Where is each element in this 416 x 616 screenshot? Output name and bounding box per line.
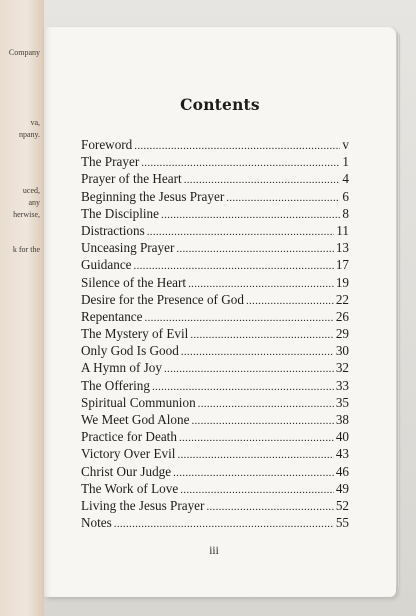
toc-entry-title: Living the Jesus Prayer — [81, 497, 205, 513]
toc-entry-page: 29 — [335, 326, 349, 342]
left-page-fragment: Company — [8, 48, 40, 57]
toc-entry-title: Distractions — [81, 222, 145, 238]
toc-entry-title: Foreword — [81, 137, 133, 152]
dot-leader — [173, 467, 334, 479]
toc-entry-title: We Meet God Alone — [81, 412, 190, 427]
dot-leader — [177, 449, 333, 461]
toc-entry-page: 52 — [335, 497, 349, 513]
dot-leader — [134, 140, 340, 152]
toc-entry-title: Christ Our Judge — [81, 463, 172, 479]
toc-entry-title: Notes — [81, 515, 112, 531]
left-page-fragment: any — [28, 198, 40, 207]
toc-entry — [81, 189, 349, 206]
dot-leader — [184, 174, 341, 186]
toc-entry-page: 11 — [336, 222, 349, 238]
toc-entry-page: 46 — [335, 463, 349, 479]
dot-leader — [226, 192, 340, 204]
toc-entry-title: Repentance — [81, 308, 143, 324]
toc-entry — [81, 378, 349, 395]
toc-entry-title: The Work of Love — [81, 480, 179, 496]
dot-leader — [164, 363, 334, 375]
dot-leader — [176, 243, 333, 255]
toc-entry — [81, 326, 349, 343]
left-page-fragment: npany. — [18, 130, 40, 139]
toc-entry — [81, 275, 349, 292]
toc-entry — [81, 412, 349, 429]
toc-entry — [81, 343, 349, 360]
toc-entry-page: 17 — [335, 257, 349, 273]
toc-entry-title: Beginning the Jesus Prayer — [81, 188, 225, 204]
dot-leader — [188, 278, 334, 290]
page-number: iii — [209, 545, 219, 557]
toc-entry-page: 26 — [335, 308, 349, 324]
toc-entry — [81, 464, 349, 481]
dot-leader — [179, 432, 334, 444]
left-page-fragment: uced, — [22, 186, 40, 195]
toc-entry-page: 49 — [335, 480, 349, 496]
dot-leader — [145, 312, 334, 324]
previous-page-edge — [0, 0, 44, 616]
toc-entry-page: 4 — [342, 171, 349, 187]
toc-entry-page: 8 — [342, 205, 349, 221]
toc-entry-page: 1 — [342, 154, 349, 170]
dot-leader — [114, 518, 334, 530]
toc-entry-page: 35 — [335, 394, 349, 410]
dot-leader — [198, 398, 334, 410]
toc-entry — [81, 429, 349, 446]
toc-entry-title: Desire for the Presence of God — [81, 291, 244, 307]
toc-entry-title: A Hymn of Joy — [81, 360, 162, 376]
toc-entry-title: Practice for Death — [81, 429, 177, 445]
dot-leader — [134, 260, 334, 272]
toc-entry-page: 30 — [335, 343, 349, 359]
toc-entry-page: 38 — [335, 412, 349, 427]
table-of-contents — [81, 137, 349, 532]
toc-entry — [81, 171, 349, 188]
left-page-fragment: herwise, — [13, 210, 40, 219]
dot-leader — [141, 157, 340, 169]
toc-entry-page: 19 — [335, 274, 349, 290]
toc-entry-title: Spiritual Communion — [81, 394, 196, 410]
dot-leader — [246, 295, 334, 307]
toc-entry-page: 6 — [342, 188, 349, 204]
toc-entry — [81, 154, 349, 171]
left-page-fragment: va, — [30, 118, 40, 127]
page-title: Contents — [180, 95, 260, 114]
dot-leader — [161, 209, 340, 221]
toc-entry-page: 55 — [335, 515, 349, 531]
dot-leader — [190, 329, 334, 341]
toc-entry — [81, 223, 349, 240]
left-page-fragment: k for the — [12, 245, 40, 254]
toc-entry-title: Prayer of the Heart — [81, 171, 182, 187]
toc-entry — [81, 515, 349, 532]
dot-leader — [191, 415, 333, 427]
toc-entry — [81, 309, 349, 326]
toc-entry-title: The Mystery of Evil — [81, 326, 189, 342]
toc-entry-page: 40 — [335, 429, 349, 445]
toc-entry-page: 22 — [335, 291, 349, 307]
dot-leader — [206, 501, 333, 513]
toc-entry-page: 32 — [335, 360, 349, 376]
toc-entry — [81, 240, 349, 257]
toc-entry — [81, 137, 349, 154]
toc-entry-page: 33 — [335, 377, 349, 393]
toc-entry — [81, 360, 349, 377]
toc-entry-title: The Prayer — [81, 154, 140, 170]
toc-entry — [81, 395, 349, 412]
toc-entry — [81, 292, 349, 309]
toc-entry — [81, 257, 349, 274]
dot-leader — [147, 226, 335, 238]
toc-entry-page: 43 — [335, 446, 349, 462]
dot-leader — [152, 381, 334, 393]
toc-entry-title: Unceasing Prayer — [81, 240, 175, 256]
toc-entry-title: Only God Is Good — [81, 343, 179, 359]
dot-leader — [181, 346, 334, 358]
toc-entry-page: v — [342, 137, 349, 152]
toc-entry-title: Guidance — [81, 257, 132, 273]
toc-entry — [81, 498, 349, 515]
toc-entry-title: Silence of the Heart — [81, 274, 187, 290]
toc-entry — [81, 206, 349, 223]
toc-entry — [81, 481, 349, 498]
dot-leader — [180, 484, 334, 496]
toc-entry-title: The Offering — [81, 377, 150, 393]
toc-entry-title: Victory Over Evil — [81, 446, 176, 462]
toc-entry-title: The Discipline — [81, 205, 160, 221]
toc-entry — [81, 446, 349, 463]
toc-entry-page: 13 — [335, 240, 349, 256]
